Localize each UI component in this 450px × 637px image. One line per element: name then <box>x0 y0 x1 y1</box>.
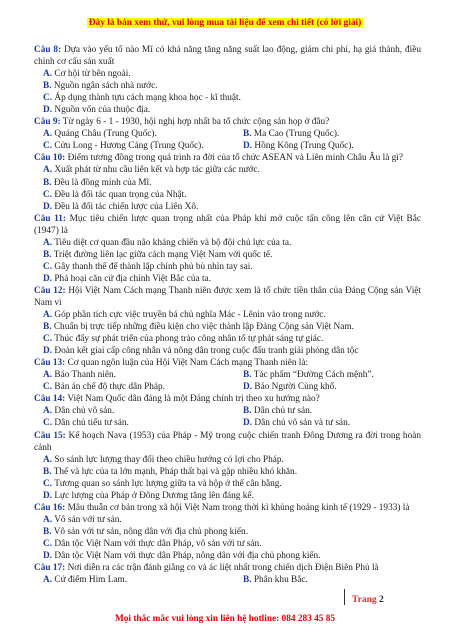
option-text: Xuất phát từ nhu cầu liên kết và hợp tác giữa các nước. <box>54 165 260 176</box>
option-letter: B. <box>243 370 252 381</box>
option-letter: B. <box>43 249 52 260</box>
answer-option <box>34 164 421 176</box>
answer-option <box>243 417 350 429</box>
question-number: Câu 17: <box>34 563 66 574</box>
question-stem <box>34 44 421 68</box>
option-text: Áp dụng thành tựu cách mạng khoa học - kĩ thuật. <box>54 93 241 104</box>
option-letter: C. <box>43 141 53 152</box>
option-text: Báo Người Cùng khổ. <box>254 382 337 393</box>
option-letter: B. <box>43 322 52 333</box>
answer-option <box>34 261 421 273</box>
option-text: Hồng Kông (Trung Quốc). <box>254 141 354 152</box>
question-number: Câu 12: <box>34 285 66 296</box>
option-letter: C. <box>43 93 53 104</box>
option-row <box>34 405 421 417</box>
answer-option <box>34 80 421 92</box>
option-text: Đoàn kết giai cấp công nhân và nông dân trong cuộc đấu tranh giải phóng dân tộc <box>54 346 359 357</box>
answer-option <box>243 574 308 586</box>
option-letter: A. <box>43 69 53 80</box>
option-letter: A. <box>43 237 53 248</box>
option-text: Đều là đối tác quan trọng của Nhật. <box>54 189 187 200</box>
option-text: Lực lượng của Pháp ở Đông Dương tăng lên đáng kể. <box>54 490 254 501</box>
question-number: Câu 8: <box>34 45 62 55</box>
answer-option <box>34 249 421 261</box>
option-letter: D. <box>43 201 53 212</box>
question-number: Câu 15: <box>34 430 66 441</box>
answer-option <box>34 309 421 321</box>
option-text: Đều là đồng minh của Mĩ. <box>53 177 152 188</box>
option-row <box>34 381 421 393</box>
option-text: Thúc đẩy sự phát triển của phong trào công nhân tổ tự phát sáng tự giác. <box>54 334 324 345</box>
option-letter: C. <box>43 382 53 393</box>
answer-option <box>34 92 421 104</box>
option-text: Tương quan so sánh lực lượng giữa ta và hộp ở thế cân bằng. <box>54 478 282 489</box>
preview-banner <box>0 12 450 30</box>
option-text: So sánh lực lượng thay đổi theo chiều hướng có lợi cho Pháp. <box>54 454 284 465</box>
option-text: Báo Thanh niên. <box>54 370 116 381</box>
option-text: Dân chủ vô sản và tư sản. <box>254 418 351 429</box>
answer-option <box>34 550 421 562</box>
question-text: Việt Nam Quốc dân đảng là một Đảng chính trị theo xu hướng nào? <box>67 394 320 405</box>
question-number: Câu 11: <box>34 213 66 224</box>
question-stem <box>34 285 421 309</box>
option-text: Vô sản với tư sản. <box>54 514 122 525</box>
answer-option <box>243 405 312 417</box>
option-letter: C. <box>43 478 53 489</box>
answer-option <box>34 321 421 333</box>
answer-option <box>34 454 421 466</box>
option-text: Bản án chế độ thực dân Pháp. <box>54 382 166 393</box>
option-letter: C. <box>43 261 53 272</box>
option-row <box>34 140 421 152</box>
option-text: Phá hoại căn cứ địa chính Việt Bắc của ta. <box>54 273 211 284</box>
option-text: Quảng Châu (Trung Quốc). <box>54 129 157 140</box>
option-text: Ma Cao (Trung Quốc). <box>253 129 340 140</box>
option-letter: D. <box>43 346 53 357</box>
question-text: Cơ quan ngôn luận của Hội Việt Nam Cách mạng Thanh niên là: <box>67 358 309 369</box>
option-letter: C. <box>43 538 53 549</box>
option-text: Đều là đối tác chiến lược của Liên Xô. <box>54 201 199 212</box>
option-letter: A. <box>43 575 53 586</box>
answer-option <box>243 381 337 393</box>
question-text: Mục tiêu chiến lược quan trọng nhất của Pháp khi mở cuộc tấn công lên căn cứ Việt Bắc (1947) là <box>34 213 421 236</box>
option-letter: B. <box>243 575 252 586</box>
option-letter: A. <box>43 454 53 465</box>
question-number: Câu 13: <box>34 358 66 369</box>
question-text: Mâu thuẫn cơ bản trong xã hội Việt Nam trong thời kì khủng hoảng kinh tế (1929 - 1933) là <box>67 502 410 513</box>
answer-option <box>34 237 421 249</box>
option-letter: C. <box>43 334 53 345</box>
option-text: Tiêu diệt cơ quan đầu não kháng chiến và bộ đội chủ lực của ta. <box>54 237 292 248</box>
answer-option <box>34 381 243 393</box>
option-text: Thế và lực của ta lớn mạnh, Pháp thất bại và gặp nhiều khó khăn. <box>53 466 298 477</box>
option-text: Gây thanh thế để thành lập chính phủ bù nhìn tay sai. <box>54 261 253 272</box>
option-letter: A. <box>43 310 53 321</box>
option-letter: A. <box>43 406 53 417</box>
question-number: Câu 9: <box>34 117 61 128</box>
page-value: 2 <box>379 595 384 605</box>
option-letter: B. <box>243 406 252 417</box>
question-number: Câu 14: <box>34 394 66 405</box>
option-letter: B. <box>43 177 52 188</box>
question-text: Điểm tương đồng trong quá trình ra đời của tổ chức ASEAN và Liên minh Châu Âu là gì? <box>67 153 404 164</box>
answer-option <box>34 466 421 478</box>
answer-option <box>34 104 421 116</box>
option-letter: A. <box>43 165 53 176</box>
question-text: Nơi diễn ra các trận đánh giằng co và ác liệt nhất trong chiến dịch Điện Biên Phủ là <box>67 563 379 574</box>
answer-option <box>34 128 243 140</box>
answer-option <box>243 128 339 140</box>
option-text: Tác phẩm “Đường Cách mệnh”. <box>253 370 374 381</box>
option-letter: A. <box>43 129 53 140</box>
option-text: Dân chủ tiểu tư sản. <box>54 418 129 429</box>
option-letter: B. <box>43 466 52 477</box>
option-text: Dân tộc Việt Nam với thực dân Pháp, vô sản với tư sản. <box>54 538 262 549</box>
option-letter: D. <box>243 418 253 429</box>
option-text: Vô sản với tư sản, nông dân với địa chủ phong kiến. <box>53 526 249 537</box>
option-text: Phân khu Bắc. <box>253 575 308 586</box>
answer-option <box>34 514 421 526</box>
option-letter: D. <box>243 141 253 152</box>
question-number: Câu 10: <box>34 153 66 164</box>
option-text: Dân chủ vô sản. <box>54 406 115 417</box>
answer-option <box>34 405 243 417</box>
answer-option <box>34 417 243 429</box>
option-letter: D. <box>43 550 53 561</box>
option-letter: B. <box>243 129 252 140</box>
answer-option <box>34 369 243 381</box>
question-stem <box>34 393 421 405</box>
option-text: Dân chủ tư sản. <box>253 406 313 417</box>
option-letter: C. <box>43 189 53 200</box>
answer-option <box>34 189 421 201</box>
answer-option <box>34 177 421 189</box>
answer-option <box>34 68 421 80</box>
question-text: Kế hoạch Nava (1953) của Pháp - Mỹ trong cuộc chiến tranh Đông Dương ra đời trong hoàn cảnh <box>34 430 421 453</box>
answer-option <box>34 333 421 345</box>
question-text: Từ ngày 6 - 1 - 1930, hội nghị hợp nhất ba tổ chức cộng sản họp ở đâu? <box>62 117 330 128</box>
answer-option <box>34 526 421 538</box>
option-text: Triệt đường liên lạc giữa cách mạng Việt Nam với quốc tế. <box>53 249 273 260</box>
option-letter: A. <box>43 514 53 525</box>
option-letter: A. <box>43 370 53 381</box>
option-row <box>34 417 421 429</box>
answer-option <box>34 490 421 502</box>
option-letter: D. <box>43 273 53 284</box>
question-stem <box>34 430 421 454</box>
answer-option <box>34 345 421 357</box>
option-text: Góp phần tích cực việc truyền bá chủ nghĩa Mác - Lênin vào trong nước. <box>54 310 326 321</box>
footer-divider <box>344 589 345 605</box>
answer-option <box>34 574 243 586</box>
option-row <box>34 369 421 381</box>
question-stem <box>34 213 421 237</box>
option-text: Dân tộc Việt Nam với thực dân Pháp, nông dân với địa chủ phong kiến. <box>54 550 321 561</box>
option-text: Cơ hội từ bên ngoài. <box>54 69 131 80</box>
option-text: Cửu Long - Hương Cảng (Trung Quốc). <box>54 141 204 152</box>
question-stem <box>34 357 421 369</box>
answer-option <box>34 478 421 490</box>
answer-option <box>34 201 421 213</box>
preview-banner-text: Đây là bản xem thử, vui lòng mua tài liệu để xem chi tiết (có lời giải) <box>88 18 362 28</box>
question-list <box>34 44 421 586</box>
answer-option <box>34 140 243 152</box>
option-text: Nguồn ngân sách nhà nước. <box>53 81 158 92</box>
page-number <box>352 595 384 605</box>
question-stem <box>34 562 421 574</box>
option-letter: B. <box>43 526 52 537</box>
option-letter: D. <box>43 490 53 501</box>
option-row <box>34 574 421 586</box>
option-letter: C. <box>43 418 53 429</box>
option-text: Chuẩn bị trực tiếp những điều kiện cho việc thành lập Đảng Cộng sản Việt Nam. <box>53 322 354 333</box>
question-stem <box>34 116 421 128</box>
answer-option <box>34 273 421 285</box>
option-text: Cứ điểm Him Lam. <box>54 575 128 586</box>
option-letter: D. <box>243 382 253 393</box>
option-text: Nguồn vốn của thuộc địa. <box>54 105 151 116</box>
answer-option <box>34 538 421 550</box>
question-stem <box>34 152 421 164</box>
answer-option <box>243 140 354 152</box>
answer-option <box>243 369 374 381</box>
question-text: Dựa vào yếu tố nào Mĩ có khả năng tăng năng suất lao động, giảm chi phí, hạ giá thành, điều chỉnh cơ cấu sản xuất <box>34 45 421 68</box>
option-row <box>34 128 421 140</box>
page-label: Trang <box>352 595 377 605</box>
question-number: Câu 16: <box>34 502 66 513</box>
hotline-text: Mọi thắc mắc vui lòng xin liên hệ hotline: 084 283 45 85 <box>114 614 336 624</box>
option-letter: B. <box>43 81 52 92</box>
question-text: Hội Việt Nam Cách mạng Thanh niên được xem là tổ chức tiền thân của Đảng Cộng sản Việt Nam vì <box>34 285 422 308</box>
question-stem <box>34 502 421 514</box>
option-letter: D. <box>43 105 53 116</box>
